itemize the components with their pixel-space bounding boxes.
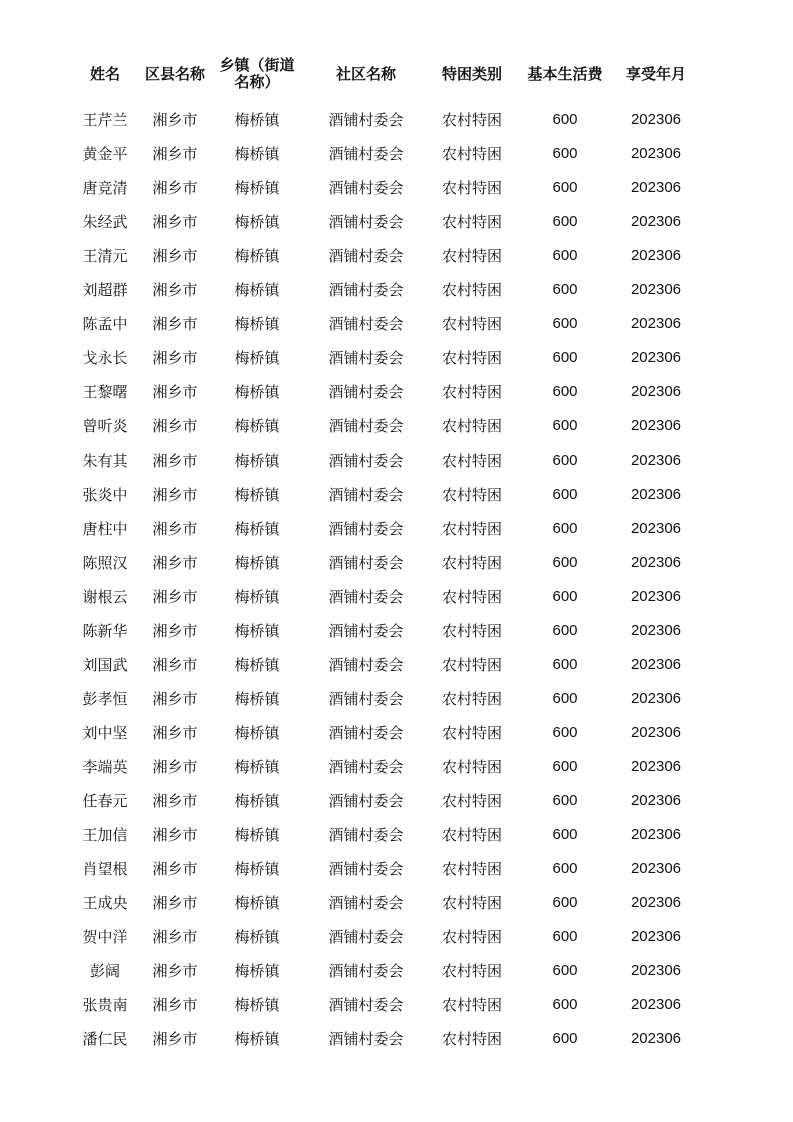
cell-name: 王清元 [82,247,128,265]
cell-community: 酒铺村委会 [328,894,404,912]
cell-category: 农村特困 [441,452,502,470]
cell-name: 彭孝恒 [82,690,128,708]
cell-county: 湘乡市 [152,486,198,504]
header-town-line1: 乡镇（街道 [219,56,295,74]
cell-name: 任春元 [82,792,128,810]
cell-start-month: 202306 [630,315,682,332]
cell-county: 湘乡市 [152,179,198,197]
cell-county: 湘乡市 [152,1030,198,1048]
cell-community: 酒铺村委会 [328,213,404,231]
cell-name: 贺中洋 [82,928,128,946]
cell-community: 酒铺村委会 [328,792,404,810]
cell-community: 酒铺村委会 [328,588,404,606]
header-start-month: 享受年月 [625,65,686,83]
cell-town: 梅桥镇 [234,996,280,1014]
cell-allowance: 600 [552,996,578,1013]
cell-category: 农村特困 [441,792,502,810]
cell-community: 酒铺村委会 [328,452,404,470]
cell-start-month: 202306 [630,111,682,128]
cell-category: 农村特困 [441,281,502,299]
cell-county: 湘乡市 [152,656,198,674]
cell-community: 酒铺村委会 [328,622,404,640]
cell-name: 唐柱中 [82,520,128,538]
cell-name: 陈新华 [82,622,128,640]
cell-category: 农村特困 [441,894,502,912]
cell-category: 农村特困 [441,724,502,742]
cell-category: 农村特困 [441,315,502,333]
cell-start-month: 202306 [630,758,682,775]
cell-community: 酒铺村委会 [328,383,404,401]
cell-allowance: 600 [552,894,578,911]
header-name: 姓名 [89,65,120,83]
cell-county: 湘乡市 [152,281,198,299]
cell-county: 湘乡市 [152,554,198,572]
cell-start-month: 202306 [630,690,682,707]
cell-county: 湘乡市 [152,962,198,980]
cell-county: 湘乡市 [152,724,198,742]
cell-name: 朱有其 [82,452,128,470]
cell-allowance: 600 [552,247,578,264]
cell-start-month: 202306 [630,554,682,571]
cell-category: 农村特困 [441,622,502,640]
cell-name: 王黎曙 [82,383,128,401]
cell-start-month: 202306 [630,860,682,877]
cell-category: 农村特困 [441,1030,502,1048]
cell-start-month: 202306 [630,520,682,537]
cell-town: 梅桥镇 [234,111,280,129]
cell-name: 刘国武 [82,656,128,674]
cell-community: 酒铺村委会 [328,349,404,367]
cell-allowance: 600 [552,281,578,298]
header-allowance: 基本生活费 [527,65,603,83]
cell-start-month: 202306 [630,622,682,639]
cell-name: 王成央 [82,894,128,912]
cell-town: 梅桥镇 [234,928,280,946]
cell-name: 戈永长 [82,349,128,367]
cell-name: 李端英 [82,758,128,776]
header-county: 区县名称 [144,65,205,83]
cell-start-month: 202306 [630,792,682,809]
cell-town: 梅桥镇 [234,1030,280,1048]
cell-name: 刘超群 [82,281,128,299]
cell-town: 梅桥镇 [234,724,280,742]
cell-town: 梅桥镇 [234,690,280,708]
cell-town: 梅桥镇 [234,792,280,810]
cell-start-month: 202306 [630,179,682,196]
cell-town: 梅桥镇 [234,622,280,640]
cell-allowance: 600 [552,962,578,979]
cell-category: 农村特困 [441,588,502,606]
cell-start-month: 202306 [630,928,682,945]
cell-allowance: 600 [552,452,578,469]
cell-allowance: 600 [552,588,578,605]
cell-allowance: 600 [552,179,578,196]
cell-town: 梅桥镇 [234,520,280,538]
cell-start-month: 202306 [630,349,682,366]
cell-category: 农村特困 [441,860,502,878]
cell-start-month: 202306 [630,213,682,230]
cell-town: 梅桥镇 [234,860,280,878]
cell-town: 梅桥镇 [234,894,280,912]
cell-name: 张炎中 [82,486,128,504]
cell-start-month: 202306 [630,656,682,673]
cell-town: 梅桥镇 [234,315,280,333]
cell-category: 农村特困 [441,349,502,367]
cell-category: 农村特困 [441,213,502,231]
cell-town: 梅桥镇 [234,588,280,606]
cell-community: 酒铺村委会 [328,111,404,129]
cell-category: 农村特困 [441,690,502,708]
cell-town: 梅桥镇 [234,554,280,572]
cell-allowance: 600 [552,520,578,537]
cell-name: 王芹兰 [82,111,128,129]
cell-start-month: 202306 [630,417,682,434]
cell-town: 梅桥镇 [234,417,280,435]
cell-category: 农村特困 [441,656,502,674]
cell-county: 湘乡市 [152,996,198,1014]
cell-county: 湘乡市 [152,690,198,708]
cell-community: 酒铺村委会 [328,928,404,946]
cell-allowance: 600 [552,1030,578,1047]
cell-county: 湘乡市 [152,520,198,538]
cell-town: 梅桥镇 [234,145,280,163]
cell-county: 湘乡市 [152,792,198,810]
cell-town: 梅桥镇 [234,826,280,844]
cell-county: 湘乡市 [152,622,198,640]
cell-start-month: 202306 [630,145,682,162]
cell-town: 梅桥镇 [234,213,280,231]
header-town [212,57,302,91]
cell-start-month: 202306 [630,996,682,1013]
cell-start-month: 202306 [630,486,682,503]
cell-county: 湘乡市 [152,928,198,946]
header-town-line2: 名称） [234,73,280,91]
cell-town: 梅桥镇 [234,962,280,980]
header-community: 社区名称 [335,65,396,83]
cell-name: 唐竞清 [82,179,128,197]
cell-community: 酒铺村委会 [328,860,404,878]
cell-community: 酒铺村委会 [328,554,404,572]
cell-county: 湘乡市 [152,826,198,844]
cell-county: 湘乡市 [152,588,198,606]
cell-town: 梅桥镇 [234,758,280,776]
cell-start-month: 202306 [630,724,682,741]
cell-start-month: 202306 [630,383,682,400]
cell-allowance: 600 [552,145,578,162]
cell-category: 农村特困 [441,758,502,776]
cell-county: 湘乡市 [152,860,198,878]
cell-category: 农村特困 [441,928,502,946]
cell-allowance: 600 [552,860,578,877]
cell-town: 梅桥镇 [234,383,280,401]
cell-start-month: 202306 [630,281,682,298]
cell-allowance: 600 [552,349,578,366]
cell-name: 曾听炎 [82,417,128,435]
cell-start-month: 202306 [630,894,682,911]
cell-allowance: 600 [552,111,578,128]
cell-county: 湘乡市 [152,247,198,265]
cell-start-month: 202306 [630,247,682,264]
cell-category: 农村特困 [441,111,502,129]
header-category: 特困类别 [441,65,502,83]
cell-community: 酒铺村委会 [328,656,404,674]
cell-community: 酒铺村委会 [328,315,404,333]
cell-community: 酒铺村委会 [328,417,404,435]
cell-community: 酒铺村委会 [328,1030,404,1048]
cell-name: 陈照汉 [82,554,128,572]
cell-name: 陈孟中 [82,315,128,333]
cell-allowance: 600 [552,383,578,400]
cell-allowance: 600 [552,690,578,707]
cell-town: 梅桥镇 [234,656,280,674]
cell-name: 王加信 [82,826,128,844]
cell-county: 湘乡市 [152,383,198,401]
cell-community: 酒铺村委会 [328,179,404,197]
cell-community: 酒铺村委会 [328,281,404,299]
cell-community: 酒铺村委会 [328,247,404,265]
cell-name: 彭阔 [89,962,120,980]
cell-county: 湘乡市 [152,145,198,163]
cell-county: 湘乡市 [152,894,198,912]
cell-name: 朱经武 [82,213,128,231]
cell-allowance: 600 [552,622,578,639]
cell-category: 农村特困 [441,383,502,401]
cell-allowance: 600 [552,792,578,809]
cell-allowance: 600 [552,656,578,673]
cell-category: 农村特困 [441,247,502,265]
cell-county: 湘乡市 [152,349,198,367]
cell-town: 梅桥镇 [234,281,280,299]
cell-name: 谢根云 [82,588,128,606]
cell-allowance: 600 [552,554,578,571]
cell-name: 张贵南 [82,996,128,1014]
cell-county: 湘乡市 [152,758,198,776]
cell-category: 农村特困 [441,826,502,844]
cell-allowance: 600 [552,758,578,775]
cell-town: 梅桥镇 [234,349,280,367]
cell-category: 农村特困 [441,179,502,197]
cell-allowance: 600 [552,417,578,434]
cell-allowance: 600 [552,928,578,945]
cell-category: 农村特困 [441,962,502,980]
cell-community: 酒铺村委会 [328,826,404,844]
cell-name: 潘仁民 [82,1030,128,1048]
cell-county: 湘乡市 [152,213,198,231]
cell-category: 农村特困 [441,554,502,572]
cell-start-month: 202306 [630,588,682,605]
cell-allowance: 600 [552,486,578,503]
cell-start-month: 202306 [630,962,682,979]
cell-category: 农村特困 [441,145,502,163]
cell-community: 酒铺村委会 [328,996,404,1014]
cell-allowance: 600 [552,315,578,332]
cell-category: 农村特困 [441,996,502,1014]
cell-category: 农村特困 [441,520,502,538]
cell-community: 酒铺村委会 [328,145,404,163]
cell-county: 湘乡市 [152,417,198,435]
cell-community: 酒铺村委会 [328,758,404,776]
cell-category: 农村特困 [441,486,502,504]
cell-town: 梅桥镇 [234,179,280,197]
cell-category: 农村特困 [441,417,502,435]
cell-town: 梅桥镇 [234,452,280,470]
cell-start-month: 202306 [630,826,682,843]
cell-county: 湘乡市 [152,452,198,470]
cell-town: 梅桥镇 [234,247,280,265]
cell-allowance: 600 [552,826,578,843]
cell-county: 湘乡市 [152,111,198,129]
cell-name: 刘中坚 [82,724,128,742]
cell-community: 酒铺村委会 [328,486,404,504]
cell-community: 酒铺村委会 [328,724,404,742]
cell-name: 肖望根 [82,860,128,878]
cell-town: 梅桥镇 [234,486,280,504]
cell-start-month: 202306 [630,1030,682,1047]
cell-start-month: 202306 [630,452,682,469]
cell-community: 酒铺村委会 [328,690,404,708]
cell-community: 酒铺村委会 [328,962,404,980]
cell-allowance: 600 [552,724,578,741]
cell-allowance: 600 [552,213,578,230]
cell-community: 酒铺村委会 [328,520,404,538]
cell-name: 黄金平 [82,145,128,163]
cell-county: 湘乡市 [152,315,198,333]
